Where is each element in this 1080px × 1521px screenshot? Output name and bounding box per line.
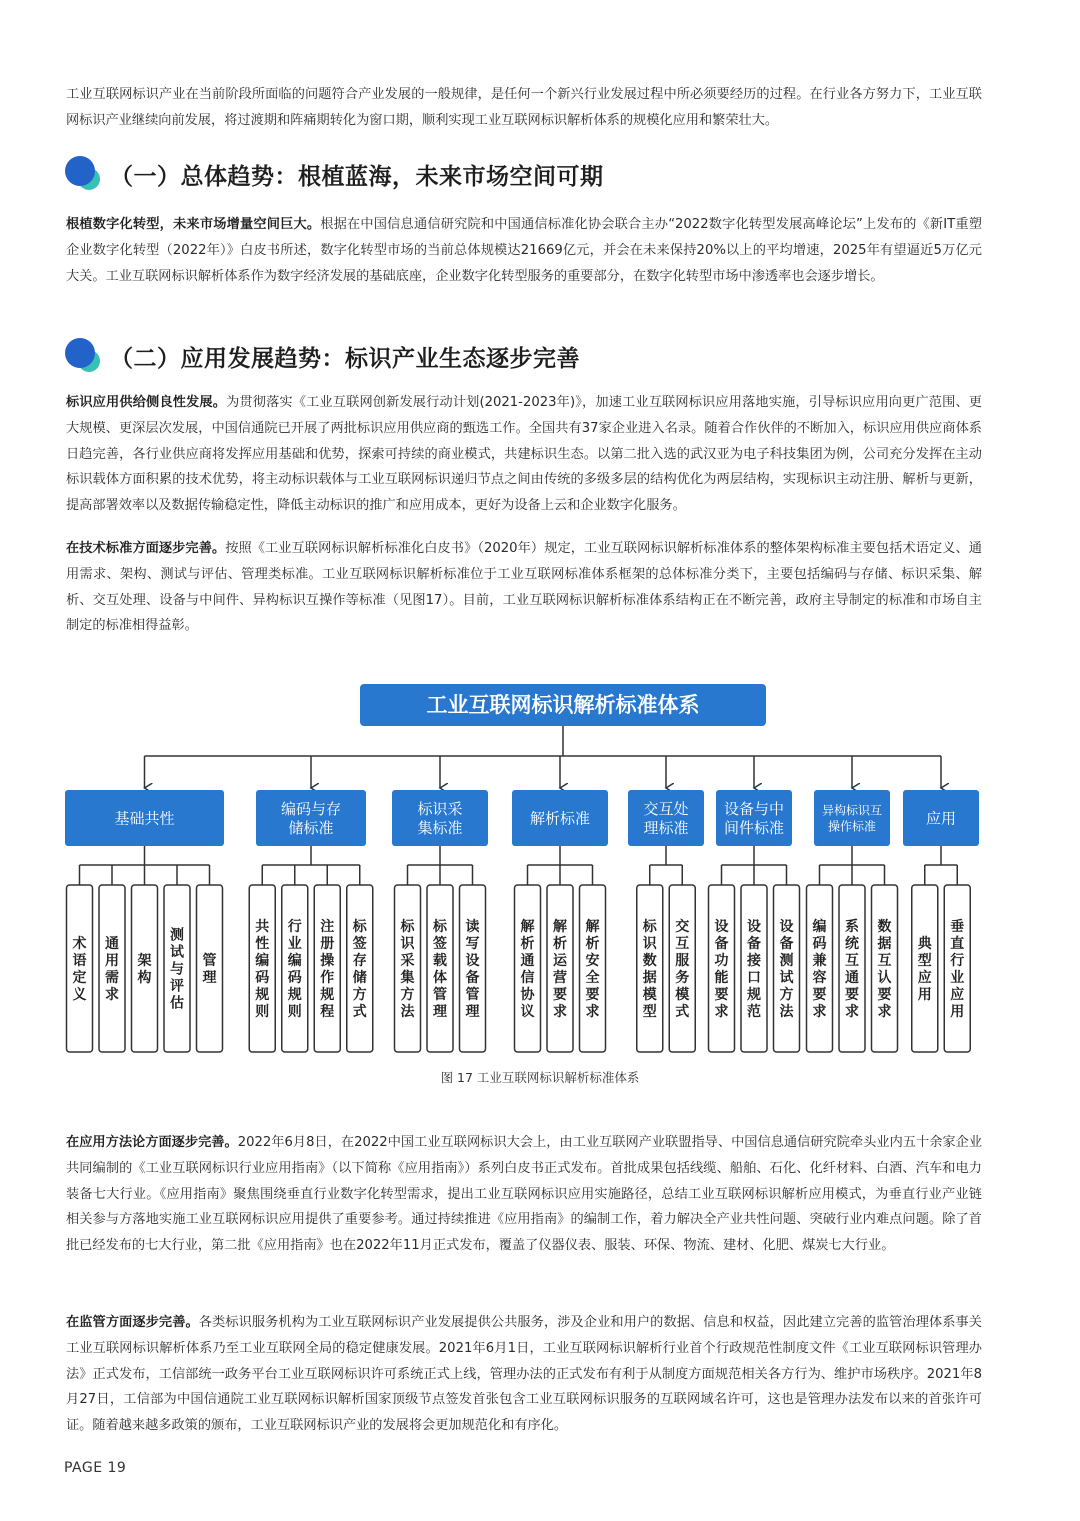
- section-title: （一）总体趋势：根植蓝海，未来市场空间可期: [110, 163, 604, 190]
- paragraph-lead: 在技术标准方面逐步完善。: [66, 541, 226, 556]
- paragraph-lead: 在应用方法论方面逐步完善。: [66, 1135, 238, 1150]
- leaf-label: 解析通信协议: [520, 918, 535, 1019]
- leaf-label: 设备测试方法: [779, 918, 794, 1019]
- paragraph-lead: 标识应用供给侧良性发展。: [66, 395, 227, 410]
- category-label: 异构标识互操作标准: [821, 803, 883, 834]
- leaf-label: 共性编码规则: [255, 918, 270, 1019]
- figure-caption: 图 17 工业互联网标识解析标准体系: [440, 1070, 640, 1085]
- leaf-label: 标签存储方式: [352, 918, 367, 1019]
- paragraph-lead: 根植数字化转型，未来市场增量空间巨大。: [66, 217, 321, 232]
- leaf-label: 管理: [202, 952, 217, 985]
- heading-bullet-icon: [64, 154, 102, 194]
- section-heading-overall-trend: [64, 154, 604, 194]
- leaf-label: 解析安全要求: [585, 918, 600, 1019]
- category-label: 编码与存储标准: [280, 800, 342, 837]
- category-label: 交互处理标准: [643, 800, 689, 837]
- category-label: 设备与中间件标准: [723, 800, 785, 837]
- heading-bullet-icon: [64, 336, 102, 376]
- section-title: （二）应用发展趋势：标识产业生态逐步完善: [110, 345, 580, 372]
- paragraph-lead: 在监管方面逐步完善。: [66, 1315, 199, 1330]
- leaf-label: 架构: [137, 952, 152, 985]
- category-box: [392, 790, 488, 846]
- leaf-label: 注册操作规程: [320, 918, 335, 1019]
- leaf-label: 垂直行业应用: [950, 918, 965, 1019]
- category-box: [814, 790, 890, 846]
- paragraph-supply-side: 标识应用供给侧良性发展。为贯彻落实《工业互联网创新发展行动计划(2021-2023年)》，加速工业互联网标识应用落地实施，引导标识应用向更广范围、更大规模、更深层次发展，中国信通院已开展了两批标识应用供应商的甄选工作。全国共有37家企业进入名录。随着合作伙伴的不断加入，标识应用供应商体系日趋完善，各行业供应商将发挥应用基础和优势，探索可持续的商业模式，共建标识生态。以第二批入选的武汉亚为电子科技集团为例，公司充分发挥在主动标识载体方面积累的技术优势，将主动标识载体与工业互联网标识递归节点之间由传统的多级多层的结构优化为两层结构，实现标识主动注册、解析与更新，提高部署效率以及数据传输稳定性，降低主动标识的推广和应用成本，更好为设备上云和企业数字化服务。: [66, 395, 982, 514]
- leaf-label: 设备接口规范: [747, 918, 761, 1019]
- leaf-label: 典型应用: [917, 935, 932, 1002]
- paragraph-application-methodology: 在应用方法论方面逐步完善。2022年6月8日，在2022中国工业互联网标识大会上，由工业互联网产业联盟指导、中国信息通信研究院牵头业内五十余家企业共同编制的《工业互联网标识行业应用指南》（以下简称《应用指南》）系列白皮书正式发布。首批成果包括线缆、船舶、石化、化纤材料、白酒、汽车和电力装备七大行业。《应用指南》聚焦围绕垂直行业数字化转型需求，提出工业互联网标识应用实施路径，总结工业互联网标识解析应用模式，为垂直行业产业链相关参与方落地实施工业互联网标识应用提供了重要参考。通过持续推进《应用指南》的编制工作，着力解决全产业共性问题、突破行业内难点问题。除了首批已经发布的七大行业，第二批《应用指南》也在2022年11月正式发布，覆盖了仪器仪表、服装、环保、物流、建材、化肥、煤炭七大行业。: [66, 1135, 983, 1254]
- leaf-label: 编码兼容要求: [812, 918, 827, 1019]
- paragraph-regulation: 在监管方面逐步完善。各类标识服务机构为工业互联网标识产业发展提供公共服务，涉及企业和用户的数据、信息和权益，因此建立完善的监管治理体系事关工业互联网标识解析体系乃至工业互联网全局的稳定健康发展。2021年6月1日，工业互联网标识解析行业首个行政规范性制度文件《工业互联网标识管理办法》正式发布，工信部统一政务平台工业互联网标识许可系统正式上线，管理办法的正式发布有利于从制度方面规范相关各方行为、维护市场秩序。2021年8月27日，工信部为中国信通院工业互联网标识解析国家顶级节点签发首张包含工业互联网标识服务的互联网域名许可，这也是管理办法发布以来的首张许可证。随着越来越多政策的颁布，工业互联网标识产业的发展将会更加规范化和有序化。: [66, 1315, 982, 1434]
- leaf-label: 术语定义: [72, 935, 87, 1002]
- intro-paragraph: 工业互联网标识产业在当前阶段所面临的问题符合产业发展的一般规律，是任何一个新兴行业发展过程中所必须要经历的过程。在行业各方努力下，工业互联网标识产业继续向前发展，将过渡期和阵痛期转化为窗口期，顺利实现工业互联网标识解析体系的规模化应用和繁荣壮大。: [66, 87, 982, 128]
- leaf-label: 标签载体管理: [433, 918, 447, 1019]
- standard-system-diagram: [0, 660, 1080, 1060]
- leaf-label: 标识采集方法: [400, 918, 415, 1019]
- leaf-label: 数据互认要求: [877, 918, 892, 1019]
- paragraph-technical-standards: 在技术标准方面逐步完善。按照《工业互联网标识解析标准化白皮书》（2020年）规定，工业互联网标识解析标准体系的整体架构标准主要包括术语定义、通用需求、架构、测试与评估、管理类标准。工业互联网标识解析标准位于工业互联网标准体系框架的总体标准分类下，主要包括编码与存储、标识采集、解析、交互处理、设备与中间件、异构标识互操作等标准（见图17）。目前，工业互联网标识解析标准体系结构正在不断完善，政府主导制定的标准和市场自主制定的标准相得益彰。: [66, 541, 982, 634]
- category-box: [256, 790, 366, 846]
- leaf-label: 测试与评估: [170, 926, 184, 1011]
- category-box: [716, 790, 792, 846]
- leaf-label: 读写设备管理: [465, 918, 480, 1019]
- leaf-label: 标识数据模型: [642, 918, 657, 1019]
- category-label: 解析标准: [529, 810, 591, 828]
- root-label: 工业互联网标识解析标准体系: [426, 694, 700, 717]
- section-heading-application-trend: [64, 336, 580, 376]
- leaf-label: 行业编码规则: [287, 918, 302, 1019]
- category-label: 应用: [925, 810, 957, 828]
- leaf-label: 交互服务模式: [675, 918, 690, 1019]
- page-number: PAGE 19: [64, 1460, 127, 1476]
- category-label: 基础共性: [114, 810, 175, 828]
- leaf-label: 系统互通要求: [845, 918, 859, 1019]
- category-label: 标识采集标准: [417, 800, 463, 837]
- leaf-label: 设备功能要求: [714, 918, 729, 1019]
- leaf-label: 解析运营要求: [553, 918, 567, 1019]
- paragraph-digital-transformation: 根植数字化转型，未来市场增量空间巨大。根据在中国信息通信研究院和中国通信标准化协会联合主办“2022数字化转型发展高峰论坛”上发布的《新IT重塑企业数字化转型（2022年）》白皮书所述，数字化转型市场的当前总体规模达21669亿元，并会在未来保持20%以上的平均增速，2025年有望逼近5万亿元大关。工业互联网标识解析体系作为数字经济发展的基础底座，企业数字化转型服务的重要部分，在数字化转型市场中渗透率也会逐步增长。: [66, 217, 983, 284]
- category-box: [628, 790, 704, 846]
- leaf-label: 通用需求: [105, 935, 119, 1002]
